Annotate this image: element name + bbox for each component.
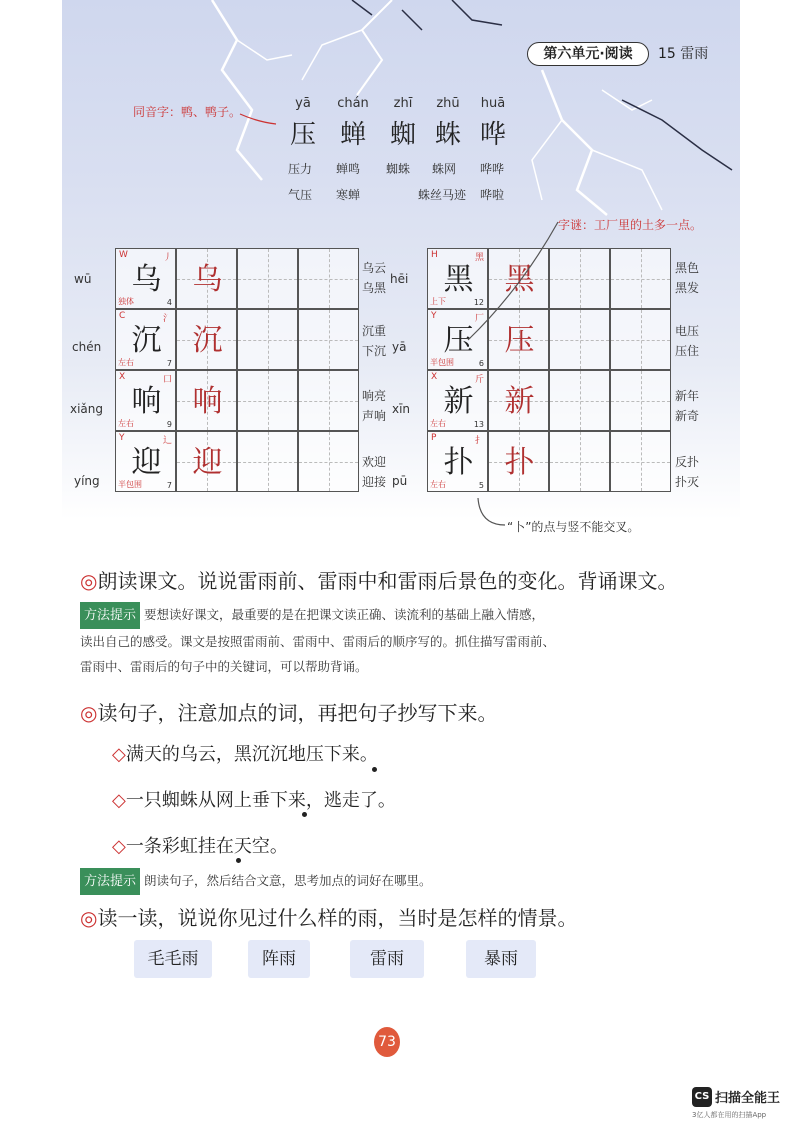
grid-words: 电压 压住 — [675, 324, 700, 358]
grid-cell-trace: 黑 — [488, 248, 549, 309]
vocab-word: 蝉鸣 — [336, 162, 361, 176]
row-pinyin: pū — [392, 474, 408, 488]
emphasis-dot — [372, 767, 377, 772]
rain-word-tag: 暴雨 — [466, 940, 536, 978]
grid-cell-model: Y 辶 迎 半包围 7 — [115, 431, 176, 492]
diamond-icon: ◇ — [112, 744, 126, 765]
rain-word-tag: 雷雨 — [350, 940, 424, 978]
camscanner-logo-icon: CS — [692, 1087, 712, 1107]
grid-words: 欢迎 迎接 — [362, 455, 387, 489]
rain-word-tag: 阵雨 — [248, 940, 310, 978]
new-char-pinyin: zhī — [393, 96, 413, 111]
grid-words: 反扑 扑灭 — [675, 455, 700, 489]
new-char: 蜘 — [389, 120, 416, 150]
vocab-word: 气压 — [288, 188, 313, 202]
method-tip-1: 方法提示 要想读好课文，最重要的是在把课文读正确、读流利的基础上融入情感， 读出自己的感受。课文是按照雷雨前、雷雨中、雷雨后的顺序写的。抓住描写雷雨前、 雷雨中、雷雨后的句子中的关键词，可以帮助背诵。 — [80, 602, 555, 679]
new-char: 蛛 — [434, 120, 461, 150]
sentence: ◇一只蜘蛛从网上垂下来，逃走了。 — [112, 790, 396, 811]
target-bullet-icon: ◎ — [80, 906, 98, 930]
target-bullet-icon: ◎ — [80, 569, 98, 593]
grid-cell-model: H 黑 黑 上下 12 — [427, 248, 488, 309]
grid-words: 乌云 乌黑 — [362, 261, 387, 295]
vocab-word: 蛛网 — [432, 162, 457, 176]
grid-cell-trace: 迎 — [176, 431, 237, 492]
row-pinyin: hēi — [390, 272, 409, 286]
method-tip-2: 方法提示 朗读句子，然后结合文意，思考加点的词好在哪里。 — [80, 868, 432, 895]
unit-label: 第六单元·阅读 — [527, 42, 649, 66]
grid-cell-model: X 口 响 左右 9 — [115, 370, 176, 431]
grid-words: 新年 新奇 — [675, 389, 700, 423]
riddle-note: 字谜：工厂里的土多一点。 — [558, 218, 703, 232]
grid-cell-model: W 丿 乌 独体 4 — [115, 248, 176, 309]
tip-label: 方法提示 — [80, 868, 140, 895]
grid-cell-trace: 沉 — [176, 309, 237, 370]
diamond-icon: ◇ — [112, 790, 126, 811]
grid-words: 黑色 黑发 — [675, 261, 700, 295]
scanner-watermark: CS 扫描全能王 3亿人都在用的扫描App — [692, 1086, 780, 1107]
grid-words: 沉重 下沉 — [362, 324, 387, 358]
sentence: ◇一条彩虹挂在天空。 — [112, 836, 288, 857]
vocab-word: 寒蝉 — [336, 188, 361, 202]
vocab-word: 哗哗 — [480, 162, 505, 176]
row-pinyin: xiǎng — [70, 402, 104, 416]
new-char: 蝉 — [339, 120, 366, 150]
row-pinyin: wū — [74, 272, 92, 286]
tip-label: 方法提示 — [80, 602, 140, 629]
vocab-word: 压力 — [288, 162, 313, 176]
homophone-note: 同音字：鸭、鸭子。 — [133, 105, 242, 119]
new-char-pinyin: zhū — [436, 96, 460, 111]
grid-cell-trace: 乌 — [176, 248, 237, 309]
row-pinyin: xīn — [392, 402, 411, 416]
question-rain-types: ◎读一读，说说你见过什么样的雨，当时是怎样的情景。 — [80, 906, 578, 930]
question-copy-sentences: ◎读句子，注意加点的词，再把句子抄写下来。 — [80, 701, 498, 725]
sentence: ◇满天的乌云，黑沉沉地压下来。 — [112, 744, 378, 765]
vocab-word: 哗啦 — [480, 188, 505, 202]
rain-word-tag: 毛毛雨 — [134, 940, 212, 978]
grid-cell-model: Y 厂 压 半包围 6 — [427, 309, 488, 370]
new-char-pinyin: chán — [337, 96, 369, 111]
row-pinyin: yā — [392, 340, 407, 354]
diamond-icon: ◇ — [112, 836, 126, 857]
stroke-note: “卜”的点与竖不能交叉。 — [507, 520, 640, 534]
vocab-word: 蜘蛛 — [386, 162, 411, 176]
grid-cell-model: C 氵 沉 左右 7 — [115, 309, 176, 370]
grid-cell-trace: 扑 — [488, 431, 549, 492]
new-char: 压 — [289, 120, 316, 150]
emphasis-dot — [236, 858, 241, 863]
target-bullet-icon: ◎ — [80, 701, 98, 725]
new-char: 哗 — [479, 120, 506, 150]
new-char-pinyin: huā — [480, 96, 506, 111]
new-char-pinyin: yā — [295, 96, 311, 111]
row-pinyin: chén — [72, 340, 102, 354]
page-number: 73 — [374, 1027, 400, 1057]
emphasis-dot — [302, 812, 307, 817]
lesson-title: 15 雷雨 — [658, 46, 709, 62]
grid-words: 响亮 声响 — [362, 389, 387, 423]
grid-cell-model: P 扌 扑 左右 5 — [427, 431, 488, 492]
grid-cell-trace: 响 — [176, 370, 237, 431]
grid-cell-trace: 新 — [488, 370, 549, 431]
question-read-aloud: ◎朗读课文。说说雷雨前、雷雨中和雷雨后景色的变化。背诵课文。 — [80, 569, 678, 593]
vocab-word: 蛛丝马迹 — [418, 188, 467, 202]
grid-cell-trace: 压 — [488, 309, 549, 370]
grid-cell-model: X 斤 新 左右 13 — [427, 370, 488, 431]
row-pinyin: yíng — [74, 474, 100, 488]
